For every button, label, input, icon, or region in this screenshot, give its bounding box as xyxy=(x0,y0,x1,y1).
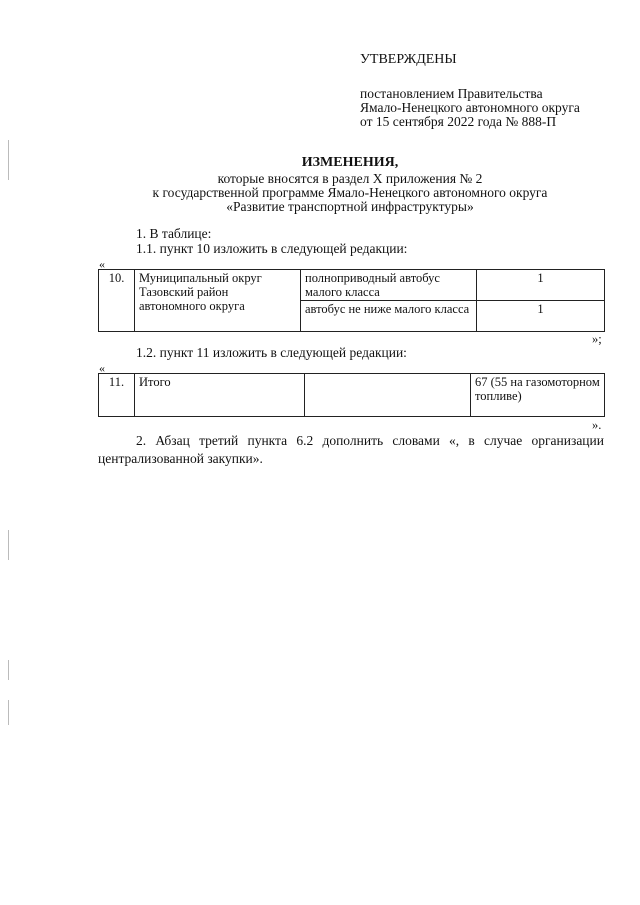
row-number: 10. xyxy=(99,270,135,332)
table-row xyxy=(99,374,605,417)
approval-title: УТВЕРЖДЕНЫ xyxy=(360,52,457,67)
close-quote-2: ». xyxy=(592,418,602,432)
table-point-10 xyxy=(98,269,605,332)
table-row xyxy=(99,270,605,301)
open-quote-2: « xyxy=(99,361,105,375)
heading-line-1: которые вносятся в раздел X приложения № 2 xyxy=(217,171,483,186)
value-cell: 1 xyxy=(477,270,605,301)
total-value-cell: 67 (55 на газомоторном топливе) xyxy=(471,374,605,417)
total-label-cell: Итого xyxy=(135,374,305,417)
approval-line-2: Ямало-Ненецкого автономного округа xyxy=(360,100,580,115)
item-2: 2. Абзац третий пункта 6.2 дополнить словами «, в случае организации централизованной закупки». xyxy=(98,433,604,466)
approval-line-3: от 15 сентября 2022 года № 888-П xyxy=(360,114,557,129)
scan-mark xyxy=(8,700,9,725)
table-point-11 xyxy=(98,373,605,417)
approval-line-1: постановлением Правительства xyxy=(360,86,543,101)
heading-line-3: «Развитие транспортной инфраструктуры» xyxy=(226,199,474,214)
vehicle-type-cell: полноприводный автобус малого класса xyxy=(301,270,477,301)
value-cell: 1 xyxy=(477,301,605,332)
item-1-2: 1.2. пункт 11 изложить в следующей редакции: xyxy=(136,345,407,360)
municipality-cell: Муниципальный округ Тазовский район автономного округа xyxy=(135,270,301,332)
scan-mark xyxy=(8,530,9,560)
item-1-1: 1.1. пункт 10 изложить в следующей редакции: xyxy=(136,241,408,256)
heading-line-2: к государственной программе Ямало-Ненецкого автономного округа xyxy=(152,185,548,200)
vehicle-type-cell: автобус не ниже малого класса xyxy=(301,301,477,332)
open-quote-1: « xyxy=(99,257,105,271)
item-1: 1. В таблице: xyxy=(136,226,212,241)
scan-mark xyxy=(8,140,9,180)
vehicle-type-cell xyxy=(305,374,471,417)
scan-mark xyxy=(8,660,9,680)
document-title: ИЗМЕНЕНИЯ, xyxy=(301,155,399,170)
row-number: 11. xyxy=(99,374,135,417)
close-quote-1: »; xyxy=(592,332,602,346)
